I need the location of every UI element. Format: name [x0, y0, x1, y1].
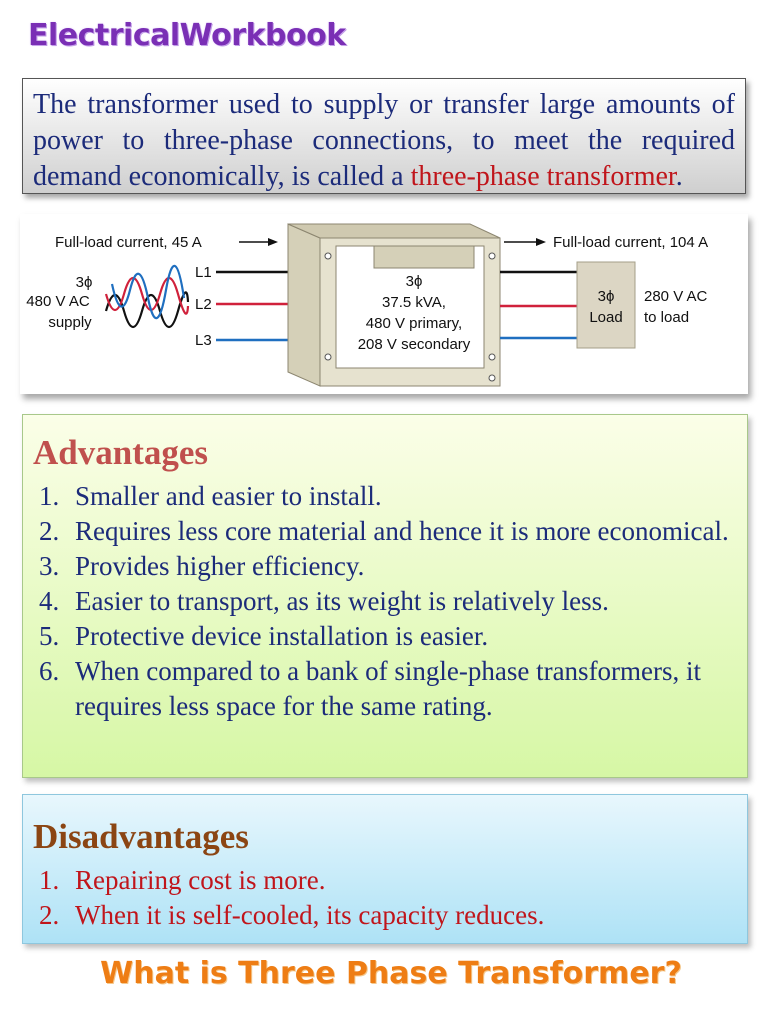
transformer-side — [288, 224, 320, 386]
list-text: Easier to transport, as its weight is relatively less. — [75, 586, 609, 616]
supply-label: supply — [48, 314, 92, 331]
diagram-svg — [20, 214, 748, 394]
bolt-icon — [325, 354, 331, 360]
list-text: When it is self-cooled, its capacity reduces. — [75, 900, 545, 930]
to-load-voltage: 280 V AC — [644, 288, 708, 305]
transformer-rating: 37.5 kVA, — [382, 294, 446, 311]
bolt-icon — [325, 253, 331, 259]
three-phase-diagram — [20, 214, 748, 394]
line-label-l3: L3 — [195, 332, 212, 349]
transformer-phase: 3ϕ — [405, 273, 423, 290]
bolt-icon — [489, 354, 495, 360]
footer-title: What is Three Phase Transformer? — [100, 956, 682, 991]
input-current-label: Full-load current, 45 A — [55, 234, 202, 251]
transformer-top — [288, 224, 500, 238]
list-number: 4. — [39, 586, 60, 616]
input-arrow-head — [268, 238, 278, 246]
brand-logo: ElectricalWorkbook — [28, 18, 346, 53]
output-current-label: Full-load current, 104 A — [553, 234, 709, 251]
definition-highlight: three-phase transformer — [410, 161, 676, 192]
list-text: Repairing cost is more. — [75, 865, 326, 895]
to-load-label: to load — [644, 309, 690, 326]
list-number: 2. — [39, 900, 60, 930]
list-item — [33, 898, 737, 933]
output-arrow-head — [536, 238, 546, 246]
supply-phase-label: 3ϕ — [75, 274, 93, 291]
transformer-secondary: 208 V secondary — [357, 336, 471, 353]
advantages-list — [33, 479, 737, 724]
list-item — [33, 479, 737, 514]
definition-text-end: . — [675, 161, 683, 192]
disadvantages-box — [22, 794, 748, 944]
transformer-bracket — [374, 246, 474, 268]
list-number: 3. — [39, 551, 60, 581]
definition-text — [33, 87, 735, 195]
load-box — [577, 262, 635, 348]
bolt-icon — [489, 253, 495, 259]
list-number: 1. — [39, 865, 60, 895]
list-item — [33, 654, 737, 724]
line-label-l2: L2 — [195, 296, 212, 313]
list-item — [33, 549, 737, 584]
advantages-title: Advantages — [33, 433, 209, 472]
load-phase: 3ϕ — [597, 288, 615, 305]
list-text: When compared to a bank of single-phase transformers, it requires less space for the same rating. — [75, 656, 702, 721]
advantages-box — [22, 414, 748, 778]
list-text: Protective device installation is easier. — [75, 621, 489, 651]
list-item — [33, 863, 737, 898]
list-item — [33, 514, 737, 549]
sine-waves — [106, 266, 188, 327]
list-number: 2. — [39, 516, 60, 546]
definition-box — [22, 78, 746, 194]
list-text: Requires less core material and hence it is more economical. — [75, 516, 729, 546]
list-number: 1. — [39, 481, 60, 511]
line-label-l1: L1 — [195, 264, 212, 281]
definition-text-start: The transformer used to supply or transfer large amounts of power to three-phase connections, to meet the required demand economically, is called a — [33, 89, 735, 192]
disadvantages-title: Disadvantages — [33, 817, 249, 856]
supply-voltage-label: 480 V AC — [26, 293, 90, 310]
transformer-primary: 480 V primary, — [365, 315, 463, 332]
bolt-icon — [489, 375, 495, 381]
list-item — [33, 619, 737, 654]
list-number: 5. — [39, 621, 60, 651]
list-number: 6. — [39, 656, 60, 686]
list-text: Provides higher efficiency. — [75, 551, 365, 581]
list-text: Smaller and easier to install. — [75, 481, 382, 511]
disadvantages-list — [33, 863, 737, 933]
load-label: Load — [589, 309, 623, 326]
list-item — [33, 584, 737, 619]
